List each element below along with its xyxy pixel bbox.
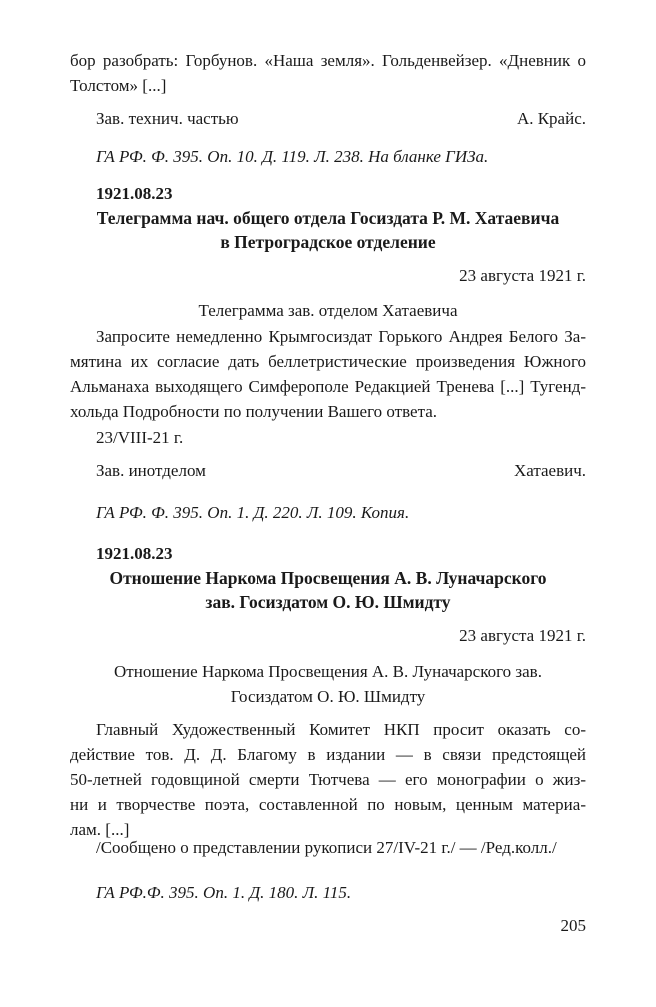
text-line: Толстом» [...] (70, 76, 167, 95)
doc-title-line: Телеграмма нач. общего отдела Госиздата Р. М. Хатаевича (96, 208, 560, 228)
archive-source: ГА РФ.Ф. 395. Оп. 1. Д. 180. Л. 115. (96, 883, 352, 902)
archive-source: ГА РФ. Ф. 395. Оп. 1. Д. 220. Л. 109. Копия. (96, 503, 410, 522)
signature-title: Зав. технич. частью (96, 109, 239, 128)
body-line: 50-летней годовщиной смерти Тютчева — его монографии о жиз- (70, 770, 586, 789)
doc-subheading: Госиздатом О. Ю. Шмидту (230, 687, 426, 706)
text-line: бор разобрать: Горбунов. «Наша земля». Гольденвейзер. «Дневник о (70, 51, 586, 70)
editorial-note: /Сообщено о представлении рукописи 27/IV-21 г./ — /Ред.колл./ (96, 838, 557, 857)
doc-subheading: Телеграмма зав. отделом Хатаевича (198, 301, 458, 320)
doc-body (70, 324, 586, 424)
signature-row (96, 106, 586, 131)
doc-date-code: 1921.08.23 (96, 544, 173, 563)
body-line: Главный Художественный Комитет НКП просит оказать со- (96, 720, 586, 739)
body-line: действие тов. Д. Д. Благому в издании — в связи предстоящей (70, 745, 586, 764)
body-line: Альманаха выходящего Симферополе Редакцией Тренева [...] Тугенд- (70, 377, 586, 396)
body-line: Запросите немедленно Крымгосиздат Горького Андрея Белого За- (96, 327, 586, 346)
signature-title: Зав. инотделом (96, 461, 206, 480)
doc-title-line: Отношение Наркома Просвещения А. В. Луначарского (109, 568, 547, 588)
doc-body (70, 717, 586, 842)
doc-subheading: Отношение Наркома Просвещения А. В. Луначарского зав. (114, 662, 542, 681)
doc-date: 23 августа 1921 г. (459, 626, 586, 645)
archive-source: ГА РФ. Ф. 395. Оп. 10. Д. 119. Л. 238. На бланке ГИЗа. (96, 147, 489, 166)
doc-date-code: 1921.08.23 (96, 184, 173, 203)
signature-name: А. Крайс. (516, 109, 586, 128)
doc-date: 23 августа 1921 г. (459, 266, 586, 285)
signature-row (96, 458, 586, 483)
signature-name: Хатаевич. (513, 461, 586, 480)
top-fragment (70, 48, 586, 98)
body-line: лам. [...] (70, 820, 130, 839)
body-line: хольда Подробности по получении Вашего ответа. (70, 402, 438, 421)
page-number: 205 (560, 916, 586, 935)
doc-title-line: в Петроградское отделение (220, 232, 436, 252)
body-line: мятина их согласие дать беллетристические произведения Южного (70, 352, 586, 371)
doc-title-line: зав. Госиздатом О. Ю. Шмидту (205, 592, 451, 612)
doc-date-note: 23/VIII-21 г. (96, 428, 184, 447)
body-line: ни и творчестве поэта, составленной по новым, ценным материа- (70, 795, 586, 814)
